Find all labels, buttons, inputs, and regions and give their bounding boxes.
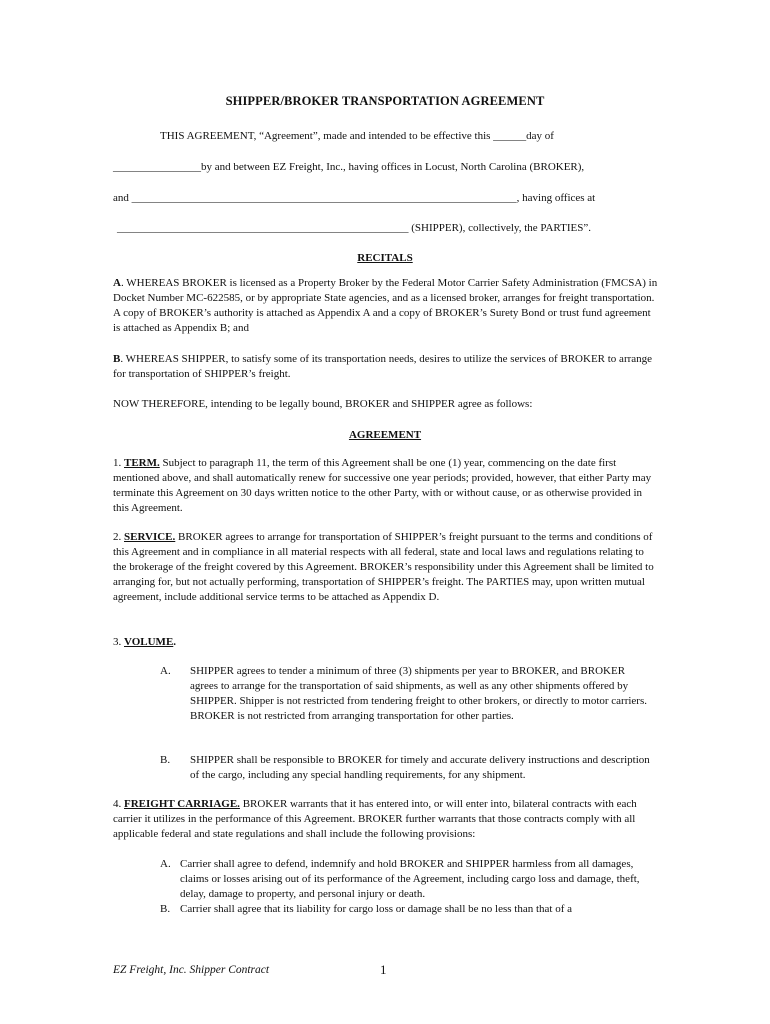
section-term [113, 456, 658, 516]
carriage-item-b-text: Carrier shall agree that its liability for cargo loss or damage shall be no less than that of a [180, 903, 573, 915]
document-title: SHIPPER/BROKER TRANSPORTATION AGREEMENT [225, 94, 545, 108]
now-therefore: NOW THEREFORE, intending to be legally bound, BROKER and SHIPPER agree as follows: [113, 398, 533, 410]
section-2-number: 2. [113, 531, 124, 543]
section-4-text: BROKER warrants that it has entered into, or will enter into, bilateral contracts with each carrier it utilizes in the performance of this Agreement. BROKER further warrants that those contracts comply with all applicable federal and state regulations and shall include the following provisions: [113, 798, 637, 840]
section-4-number: 4. [113, 798, 124, 810]
section-3-dot: . [173, 636, 177, 648]
section-2-text: BROKER agrees to arrange for transportation of SHIPPER’s freight pursuant to the terms and conditions of this Agreement and in compliance in all material respects with all federal, state and local laws and regulations relating to the brokerage of the freight covered by this Agreement. BROKER’s responsibility under this Agreement shall be limited to arranging for, but not actually performing, transportation of SHIPPER’s freight. The PARTIES may, upon written mutual agreement, include additional service terms to be attached as Appendix D. [113, 531, 654, 603]
volume-item-b-label: B. [160, 754, 171, 766]
volume-item-a-text: SHIPPER agrees to tender a minimum of three (3) shipments per year to BROKER, and BROKER agrees to arrange for the transportation of said shipments, as well as any other shipments offered by SHIPPER. Shipper is not restricted from tendering freight to other brokers, or directly to motor carriers. BROKER is not restricted from arranging transportation for other parties. [190, 665, 648, 722]
recital-a-text: . WHEREAS BROKER is licensed as a Property Broker by the Federal Motor Carrier Safety Administration (FMCSA) in Docket Number MC-622585, or by appropriate State agencies, and as a licensed broker, arranges for freight transportation. A copy of BROKER’s authority is attached as Appendix A and a copy of BROKER’s Surety Bond or trust fund agreement is attached as Appendix B; and [113, 277, 658, 334]
section-volume [113, 635, 658, 650]
volume-item-b-text: SHIPPER shall be responsible to BROKER for timely and accurate delivery instructions and description of the cargo, including any special handling requirements, for any shipment. [190, 754, 650, 781]
carriage-item-b-label: B. [160, 903, 171, 915]
volume-item-a-label: A. [160, 665, 171, 677]
section-service [113, 530, 658, 605]
agreement-heading: AGREEMENT [348, 429, 422, 441]
recitals-heading: RECITALS [357, 252, 413, 264]
section-1-number: 1. [113, 457, 124, 469]
recital-b [113, 352, 658, 382]
section-3-number: 3. [113, 636, 124, 648]
intro-line-1: THIS AGREEMENT, “Agreement”, made and intended to be effective this ______day of [160, 130, 554, 142]
section-3-title: VOLUME [124, 636, 174, 648]
page-number: 1 [380, 962, 387, 977]
carriage-item-a-label: A. [160, 858, 171, 870]
section-1-text: Subject to paragraph 11, the term of this Agreement shall be one (1) year, commencing on the date first mentioned above, and shall automatically renew for successive one year periods; provided, however, that either Party may terminate this Agreement on 30 days written notice to the other Party, with or without cause, or as otherwise provided in this Agreement. [113, 457, 652, 514]
carriage-item-a-text: Carrier shall agree to defend, indemnify and hold BROKER and SHIPPER harmless from all damages, claims or losses arising out of its performance of the Agreement, including cargo loss and damage, theft, delay, damage to property, and personal injury or death. [180, 858, 640, 900]
section-4-title: FREIGHT CARRIAGE. [124, 798, 240, 810]
recital-b-text: . WHEREAS SHIPPER, to satisfy some of its transportation needs, desires to utilize the services of BROKER to arrange for transportation of SHIPPER’s freight. [113, 353, 653, 380]
intro-line-4: _____________________________________________________ (SHIPPER), collectively, the PARTIES”. [117, 222, 591, 234]
recital-a [113, 276, 658, 336]
intro-line-3: and ______________________________________________________________________, having offices at [113, 192, 596, 204]
recital-a-label: A [113, 277, 121, 289]
section-freight-carriage [113, 797, 658, 842]
intro-line-2: ________________by and between EZ Freight, Inc., having offices in Locust, North Carolina (BROKER), [113, 161, 585, 173]
footer-contract-name: EZ Freight, Inc. Shipper Contract [113, 964, 270, 976]
section-1-title: TERM. [124, 457, 160, 469]
recital-b-label: B [113, 353, 121, 365]
section-2-title: SERVICE. [124, 531, 176, 543]
